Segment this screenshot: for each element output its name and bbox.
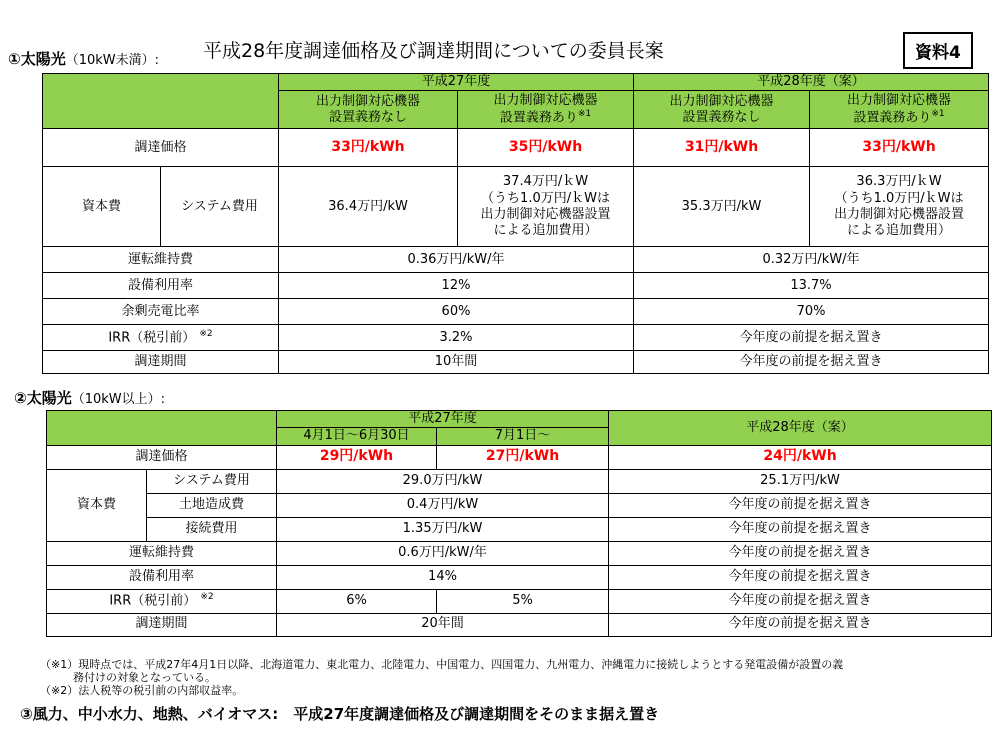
header-fy28: 平成28年度（案） [609, 411, 992, 446]
row-label-util: 設備利用率 [43, 273, 279, 299]
value-cell: 0.4万円/kW [277, 493, 609, 517]
value-cell: 70% [634, 299, 989, 325]
table-row [47, 469, 992, 493]
value-cell: 20年間 [277, 613, 609, 636]
footnote-1-cont: 務付けの対象となっている。 [73, 671, 216, 685]
header-blank [43, 74, 279, 129]
system-cost-cell: 36.4万円/kW [279, 167, 458, 247]
value-cell: 今年度の前提を据え置き [609, 493, 992, 517]
section1-label: ①太陽光（10kW未満）: [8, 50, 160, 68]
table-row [47, 565, 992, 589]
section3-note: ③風力、中小水力、地熱、バイオマス: 平成27年度調達価格及び調達期間をそのまま据え置き [20, 705, 660, 723]
row-label-om: 運転維持費 [47, 541, 277, 565]
row-label-util: 設備利用率 [47, 565, 277, 589]
row-label-system: システム費用 [147, 469, 277, 493]
row-label-capital: 資本費 [43, 167, 161, 247]
value-cell: 29.0万円/kW [277, 469, 609, 493]
footnote-2: （※2）法人税等の税引前の内部収益率。 [40, 684, 244, 698]
table-row [43, 247, 989, 273]
table-row [43, 325, 989, 351]
table-solar-under-10kw [42, 73, 989, 374]
table-solar-10kw-plus [46, 410, 992, 637]
header-no-obligation-28: 出力制御対応機器 設置義務なし [634, 91, 810, 129]
price-cell: 31円/kWh [634, 129, 810, 167]
table-row [47, 445, 992, 469]
price-cell: 24円/kWh [609, 445, 992, 469]
price-cell: 33円/kWh [810, 129, 989, 167]
row-label-period: 調達期間 [47, 613, 277, 636]
table-row [47, 613, 992, 636]
row-label-irr: IRR（税引前） $^{※2}$ [47, 589, 277, 613]
row-label-connection: 接続費用 [147, 517, 277, 541]
row-label-price: 調達価格 [47, 445, 277, 469]
page-title: 平成28年度調達価格及び調達期間についての委員長案 [203, 40, 664, 62]
row-label-land: 土地造成費 [147, 493, 277, 517]
header-blank [47, 411, 277, 446]
price-cell: 29円/kWh [277, 445, 437, 469]
value-cell: 今年度の前提を据え置き [609, 613, 992, 636]
header-no-obligation-27: 出力制御対応機器 設置義務なし [279, 91, 458, 129]
table-row [43, 351, 989, 374]
header-obligation-28: 出力制御対応機器 設置義務あり$^{※1}$ [810, 91, 989, 129]
header-obligation-27: 出力制御対応機器 設置義務あり$^{※1}$ [458, 91, 634, 129]
section2-label: ②太陽光（10kW以上）: [14, 389, 166, 407]
price-cell: 33円/kWh [279, 129, 458, 167]
value-cell: 14% [277, 565, 609, 589]
value-cell: 今年度の前提を据え置き [609, 565, 992, 589]
footnotes [40, 658, 990, 698]
table-row [47, 541, 992, 565]
row-label-period: 調達期間 [43, 351, 279, 374]
value-cell: 3.2% [279, 325, 634, 351]
table-row [43, 167, 989, 247]
system-cost-cell: 37.4万円/ｋW （うち1.0万円/ｋWは 出力制御対応機器設置 による追加費用） [458, 167, 634, 247]
header-fy27: 平成27年度 [279, 74, 634, 91]
value-cell: 今年度の前提を据え置き [609, 517, 992, 541]
value-cell: 1.35万円/kW [277, 517, 609, 541]
value-cell: 今年度の前提を据え置き [634, 351, 989, 374]
header-fy28: 平成28年度（案） [634, 74, 989, 91]
header-jul: 7月1日～ [437, 428, 609, 445]
row-label-price: 調達価格 [43, 129, 279, 167]
table-row [43, 129, 989, 167]
row-label-om: 運転維持費 [43, 247, 279, 273]
price-cell: 35円/kWh [458, 129, 634, 167]
value-cell: 12% [279, 273, 634, 299]
system-cost-cell: 35.3万円/kW [634, 167, 810, 247]
value-cell: 0.32万円/kW/年 [634, 247, 989, 273]
table-row [43, 299, 989, 325]
value-cell: 6% [277, 589, 437, 613]
system-cost-cell: 36.3万円/ｋW （うち1.0万円/ｋWは 出力制御対応機器設置 による追加費用） [810, 167, 989, 247]
value-cell: 13.7% [634, 273, 989, 299]
table-row [47, 493, 992, 517]
value-cell: 5% [437, 589, 609, 613]
table-row [47, 517, 992, 541]
header-apr-jun: 4月1日～6月30日 [277, 428, 437, 445]
table-row [47, 589, 992, 613]
table-row [43, 273, 989, 299]
row-label-surplus: 余剰売電比率 [43, 299, 279, 325]
row-label-irr: IRR（税引前） $^{※2}$ [43, 325, 279, 351]
value-cell: 今年度の前提を据え置き [609, 589, 992, 613]
value-cell: 25.1万円/kW [609, 469, 992, 493]
value-cell: 60% [279, 299, 634, 325]
value-cell: 今年度の前提を据え置き [609, 541, 992, 565]
row-label-system: システム費用 [161, 167, 279, 247]
header-fy27: 平成27年度 [277, 411, 609, 428]
value-cell: 10年間 [279, 351, 634, 374]
price-cell: 27円/kWh [437, 445, 609, 469]
value-cell: 0.36万円/kW/年 [279, 247, 634, 273]
document-badge: 資料4 [903, 32, 973, 69]
value-cell: 0.6万円/kW/年 [277, 541, 609, 565]
value-cell: 今年度の前提を据え置き [634, 325, 989, 351]
row-label-capital: 資本費 [47, 469, 147, 541]
footnote-1: （※1）現時点では、平成27年4月1日以降、北海道電力、東北電力、北陸電力、中国電力、四国電力、九州電力、沖縄電力に接続しようとする発電設備が設置の義 [40, 658, 844, 671]
